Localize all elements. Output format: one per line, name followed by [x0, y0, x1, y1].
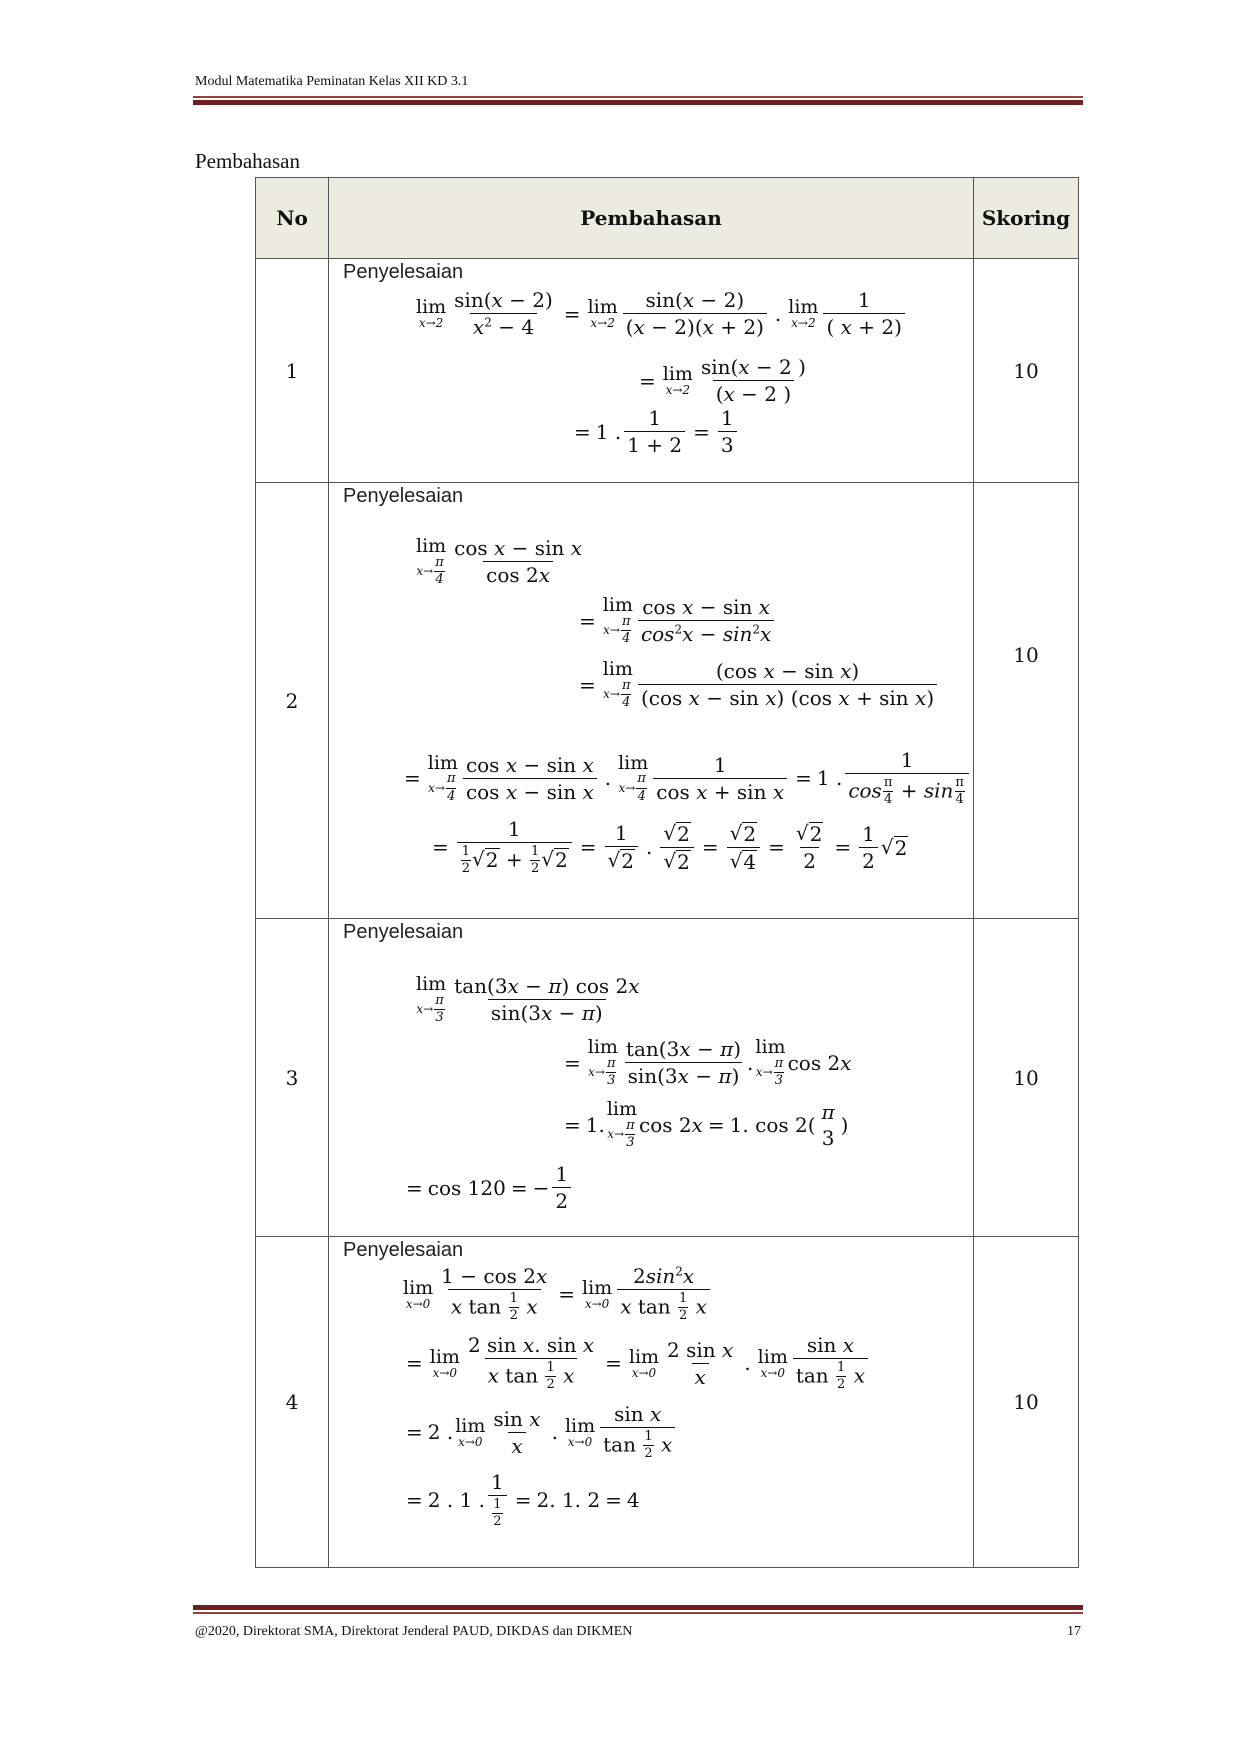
- header-pembahasan: Pembahasan: [329, 178, 974, 259]
- row-score-cell: [974, 483, 1079, 919]
- solution-2-step-3: = lim x→ $\frac{\pi}{4}$ $\frac{\text{(cos x − sin x)}}{\text{(cos x − sin x) (cos x + sin x)}}$: [574, 659, 940, 710]
- solution-cell: [329, 1237, 974, 1568]
- row-score: 10: [1013, 643, 1039, 667]
- solution-1-step-2: = lim x→2 $\frac{\sin(x - 2 )}{(x - 2 )}$: [639, 355, 806, 406]
- table-row: [256, 919, 1079, 1237]
- table-row: [256, 483, 1079, 919]
- header-no: No: [256, 178, 329, 259]
- header-skoring: Skoring: [974, 178, 1079, 259]
- solution-cell: [329, 483, 974, 919]
- solution-label: Penyelesaian: [343, 261, 464, 283]
- solution-1-step-1: lim x→2 $\frac{\sin(x - 2)}{x^2 - 4}$ = lim x→2 $\frac{\sin(x - 2)}{(x - 2)(x + 2)}$ . lim x→2 $\frac{1}{( x + 2)}$: [414, 289, 908, 338]
- table-row: [256, 259, 1079, 483]
- solution-table: [255, 177, 1079, 1568]
- solution-4-step-4: = 2 . 1 . $\frac{1}{\frac{1}{2}}$ = 2. 1. 2 = 4: [406, 1470, 640, 1530]
- solution-2-step-4: = lim x→ $\frac{\pi}{4}$ $\frac{\text{cos x − sin x}}{\text{cos x − sin x}}$ . lim x→ $\frac{\pi}{4}$ $\frac{1}{\text{cos x + sin x}}$ = 1 . 1 cos $\frac{\pi}{4}$ + sin $\frac{\pi}{4}$: [399, 749, 972, 808]
- section-title: Pembahasan: [195, 149, 300, 173]
- table-row: [256, 1237, 1079, 1568]
- solution-4-step-2: = lim x→0 2 sin x. sin x x tan $\frac{1}{2}$ x = lim x→0 $\frac{\text{2 sin x}}{x}$ . lim x→0 sin x tan $\frac{1}{2}$ x: [401, 1334, 871, 1393]
- module-header-title: Modul Matematika Peminatan Kelas XII KD 3.1: [195, 74, 469, 89]
- solution-2-step-1: lim x→ $\frac{\pi}{4}$ $\frac{\text{cos x − sin x}}{\cos 2x}$: [416, 535, 582, 588]
- header-rule: [193, 96, 1083, 105]
- solution-label: Penyelesaian: [343, 921, 464, 943]
- solution-1-step-3: = 1 . $\frac{1}{1 + 2}$ = $\frac{1}{3}$: [569, 407, 740, 456]
- table-header-row: [256, 178, 1079, 259]
- footer-text: @2020, Direktorat SMA, Direktorat Jenderal PAUD, DIKDAS dan DIKMEN: [195, 1624, 633, 1639]
- solution-3-step-2: = lim x→ $\frac{\pi}{3}$ $\frac{\tan(3x - \pi)}{\sin(3x - \pi)}$ . lim x→ $\frac{\pi}{3}$ cos 2 x: [564, 1036, 852, 1089]
- row-score: 10: [974, 919, 1079, 1237]
- row-score: 10: [974, 259, 1079, 483]
- solution-3-step-3: = 1. lim x→ $\frac{\pi}{3}$ cos 2 x = 1. cos 2( π 3 ): [564, 1098, 849, 1151]
- solution-3-step-1: lim x→ $\frac{\pi}{3}$ $\frac{\tan(3x - \pi) \cos 2x}{\sin(3x - \pi)}$: [416, 973, 640, 1026]
- page-number: 17: [1067, 1624, 1081, 1639]
- footer-rule: [193, 1605, 1083, 1614]
- solution-cell: [329, 919, 974, 1237]
- row-number: 1: [256, 259, 329, 483]
- row-number: 2: [256, 483, 329, 919]
- row-number: 3: [256, 919, 329, 1237]
- solution-4-step-3: = 2 . lim x→0 $\frac{\text{sin x}}{x}$ . lim x→0 sin x tan $\frac{1}{2}$ x: [401, 1403, 678, 1462]
- solution-2-step-2: = lim x→ $\frac{\pi}{4}$ $\frac{\text{cos x − sin x}}{\cos^2x - \sin^2x}$: [574, 595, 777, 646]
- solution-label: Penyelesaian: [343, 485, 464, 507]
- solution-2-step-5: = 1 $\frac{1}{2}$ √ 2 + $\frac{1}{2}$ √ 2 = 1 √ 2 . √ 2 √ 2 = √ 2 √ 4 = √ 2 2 = $\frac{1}{2}$ √ 2: [432, 817, 908, 877]
- solution-label: Penyelesaian: [343, 1239, 464, 1261]
- row-score: 10: [974, 1237, 1079, 1568]
- solution-cell: [329, 259, 974, 483]
- solution-4-step-1: lim x→0 1 − cos 2x x tan $\frac{1}{2}$ x = lim x→0 $2\sin^2x$ x tan $\frac{1}{2}$ x: [401, 1265, 713, 1324]
- solution-3-step-4: = cos 120 = − $\frac{1}{2}$: [401, 1163, 574, 1212]
- row-number: 4: [256, 1237, 329, 1568]
